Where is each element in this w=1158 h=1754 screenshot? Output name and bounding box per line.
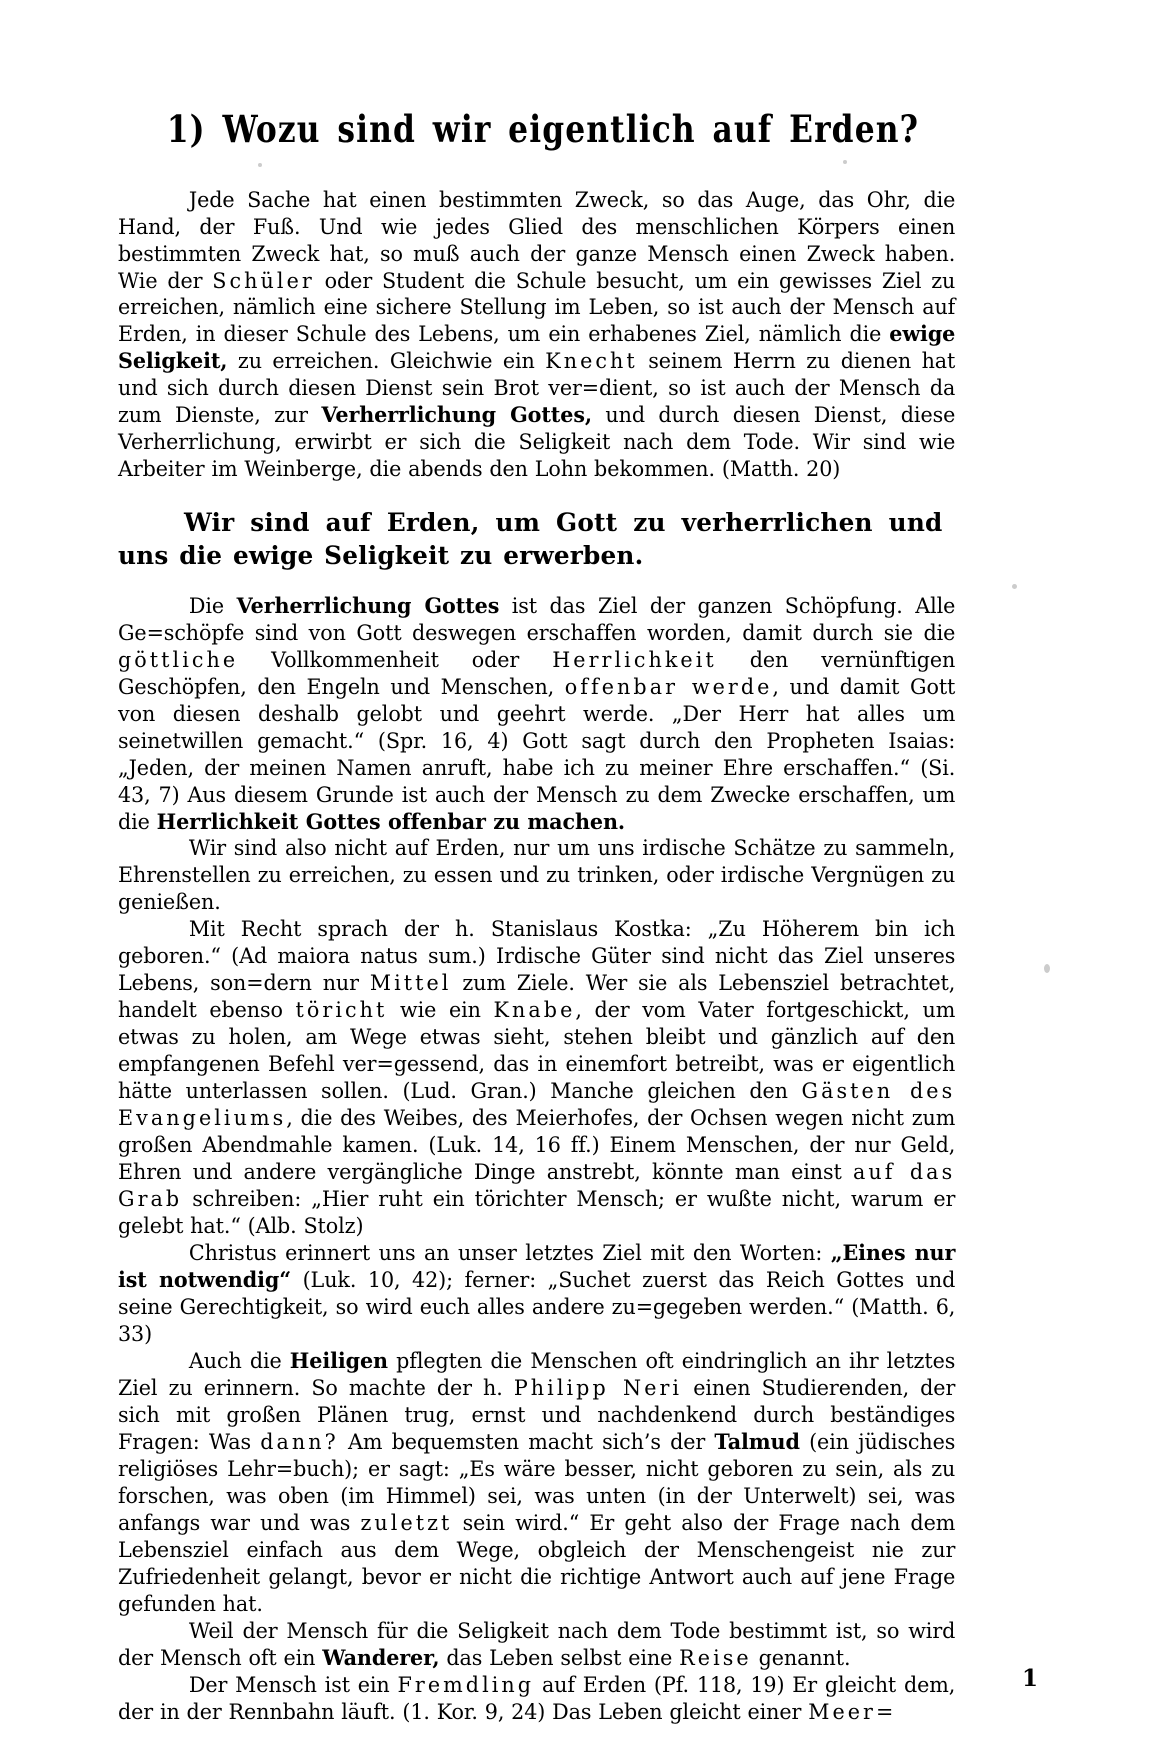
text-run: (ein jüdisches religiöses Lehr=buch); er sagt: „Es wäre besser, nicht geboren zu sein, als zu forschen, was oben (im Himmel) sei, was unten (in der Unterwelt) sei, was anfangs war und was [118,1430,956,1536]
scan-speck [843,160,847,164]
rich-text [118,594,955,834]
text-run: auf Erden (Pf. 118, 19) Er gleicht dem, der in der Rennbahn läuft. (1. Kor. 9, 24) Das Leben gleicht einer [118,1673,956,1724]
page-title: 1) Wozu sind wir eigentlich auf Erden? [166,107,920,151]
emphasis-bold: Heiligen [289,1348,388,1374]
body-paragraph-list [118,593,968,1726]
text-run: Mit Recht sprach der h. Stanislaus Kostka: „Zu Höherem bin ich geboren.“ (Ad maiora natus sum.) Irdische Güter sind nicht das Ziel unseres Lebens, son=dern nur [118,917,956,996]
emphasis-bold: Wanderer, [322,1645,440,1671]
rich-text [118,836,955,914]
paragraph-saints [118,1348,955,1618]
text-run: (Luk. 10, 42); ferner: „Suchet zuerst das Reich Gottes und seine Gerechtigkeit, so wird euch alles andere zu=gegeben werden.“ (Matth. 6, 33) [118,1268,956,1347]
emphasis-letterspaced: göttliche [118,647,239,672]
emphasis-bold: Herrlichkeit Gottes offenbar zu machen. [156,808,626,834]
paragraph-glorification [118,593,955,836]
emphasis-bold: Verherrlichung Gottes, [321,402,592,428]
emphasis-letterspaced: Philipp Neri [513,1376,683,1401]
text-run: Jede Sache hat einen bestimmten Zweck, so das Auge, das Ohr, die Hand, der Fuß. Und wie jedes Glied des menschlichen Körpers einen bestimmten Zweck hat, so muß auch der ganze Mensch einen Zweck haben. Wie der [118,187,956,293]
text-run: oder Student die Schule besucht, um ein gewisses Ziel zu erreichen, nämlich eine sichere Stellung im Leben, so ist auch der Mensch auf Erden, in dieser Schule des Lebens, um ein erhabenes Ziel, nämlich die [118,268,956,347]
paragraph-earthly-goods [118,835,955,916]
emphasis-letterspaced: Schüler [212,268,315,293]
emphasis-bold: Verherrlichung Gottes [236,592,500,618]
text-run: zum Ziele. Wer sie als Lebensziel betrachtet, handelt ebenso [118,971,956,1023]
text-run: pflegten die Menschen oft eindringlich an ihr letztes Ziel zu erinnern. So machte der h. [118,1349,956,1401]
text-run: , und damit Gott von diesen deshalb gelobt und geehrt werde. „Der Herr hat alles um seinetwillen gemacht.“ (Spr. 16, 4) Gott sagt durch den Propheten Isaias: „Jeden, der meinen Namen anruft, habe ich zu meiner Ehre erschaffen.“ (Si. 43, 7) Aus diesem Grunde ist auch der Mensch zu dem Zwecke erschaffen, um die [118,674,956,834]
rich-text [118,1673,955,1724]
text-run: Der Mensch ist ein [188,1673,398,1697]
text-run: genannt. [751,1646,851,1671]
rich-text [118,1349,955,1616]
emphasis-bold: Talmud [714,1429,800,1455]
emphasis-bold: „Eines nur ist notwendig“ [118,1240,956,1293]
text-run: ist das Ziel der ganzen Schöpfung. Alle Ge=schöpfe sind von Gott deswegen erschaffen worden, damit durch sie die [118,593,956,645]
text-run: Wir sind also nicht auf Erden, nur um uns irdische Schätze zu sammeln, Ehrenstellen zu erreichen, zu essen und zu trinken, oder irdische Vergnügen zu genießen. [118,836,956,915]
emphasis-letterspaced: Gästen des Evangeliums [118,1079,956,1131]
emphasis-letterspaced: Fremdling [397,1673,535,1697]
paragraph-fremdling [118,1672,955,1726]
emphasis-letterspaced: dann? [260,1430,339,1455]
text-run: Am bequemsten macht sich’s der [338,1430,715,1455]
page-content [118,108,968,1726]
text-run: , die des Weibes, des Meierhofes, der Ochsen wegen nicht zum großen Abendmahle kamen. (Luk. 14, 16 ff.) Einem Menschen, der nur Geld, Ehren und andere vergängliche Dinge anstrebt, könnte man einst [118,1106,956,1185]
text-run: Christus erinnert uns an unser letztes Ziel mit den Worten: [188,1241,831,1266]
text-run: , der vom Vater fortgeschickt, um etwas zu holen, am Wege etwas sieht, stehen bleibt und gänzlich auf den empfangenen Befehl ver=gessend, das in einemfort betreibt, was er eigentlich hätte unterlassen sollen. (Lud. Gran.) Manche gleichen den [118,998,956,1104]
text-run: zu erreichen. Gleichwie ein [227,349,546,374]
scan-speck [1044,964,1050,973]
emphasis-letterspaced: töricht [295,998,388,1023]
emphasis-letterspaced: Meer= [808,1699,897,1724]
text-run: einen Studierenden, der sich mit großen Plänen trug, ernst und nachdenkend durch beständiges Fragen: Was [118,1376,956,1455]
paragraph-intro [118,187,955,484]
scan-speck [1012,584,1017,589]
emphasis-letterspaced: Herrlichkeit [552,647,717,672]
text-run: schreiben: „Hier ruht ein törichter Mensch; er wußte nicht, warum er gelebt hat.“ (Alb. Stolz) [118,1187,956,1239]
page-number: 1 [1021,1665,1038,1692]
paragraph-wanderer [118,1618,955,1672]
emphasis-letterspaced: Knecht [545,349,638,374]
emphasis-letterspaced: Mittel [369,971,452,996]
text-run: Auch die [188,1349,290,1374]
scan-speck [258,163,262,167]
text-run: sein wird.“ Er geht also der Frage nach dem Lebensziel einfach aus dem Wege, obgleich der Menschengeist nie zur Zufriedenheit gelangt, bevor er nicht die richtige Antwort auch auf jene Frage gefunden hat. [118,1511,956,1617]
emphasis-letterspaced: offenbar werde [564,674,773,699]
rich-text [118,1619,955,1670]
emphasis-letterspaced: Knabe [493,998,576,1023]
paragraph-kostka [118,916,955,1240]
text-run: und durch diesen Dienst, diese Verherrlichung, erwirbt er sich die Seligkeit nach dem Tode. Wir sind wie Arbeiter im Weinberge, die abends den Lohn bekommen. (Matth. 20) [118,403,956,482]
text-run: wie ein [387,998,494,1023]
text-run: Die [188,593,237,618]
rich-text [118,1241,955,1346]
rich-text [118,917,955,1238]
text-run: das Leben selbst eine [439,1646,680,1671]
text-run: Vollkommenheit oder [238,647,553,672]
emphasis-letterspaced: auf das Grab [118,1160,956,1212]
text-run: seinem Herrn zu dienen hat und sich durch diesen Dienst sein Brot ver=dient, so ist auch der Mensch da zum Dienste, zur [118,349,956,428]
paragraph-christus [118,1240,955,1348]
emphasis-bold: ewige Seligkeit, [118,321,956,374]
emphasis-letterspaced: Reise [679,1646,752,1671]
section-heading: Wir sind auf Erden, um Gott zu verherrlichen und uns die ewige Seligkeit zu erwerben. [118,508,943,571]
text-run: Weil der Mensch für die Seligkeit nach dem Tode bestimmt ist, so wird der Mensch oft ein [118,1619,956,1671]
text-run: den vernünftigen Geschöpfen, den Engeln und Menschen, [118,647,956,699]
emphasis-letterspaced: zuletzt [360,1511,453,1536]
rich-text [118,188,955,482]
